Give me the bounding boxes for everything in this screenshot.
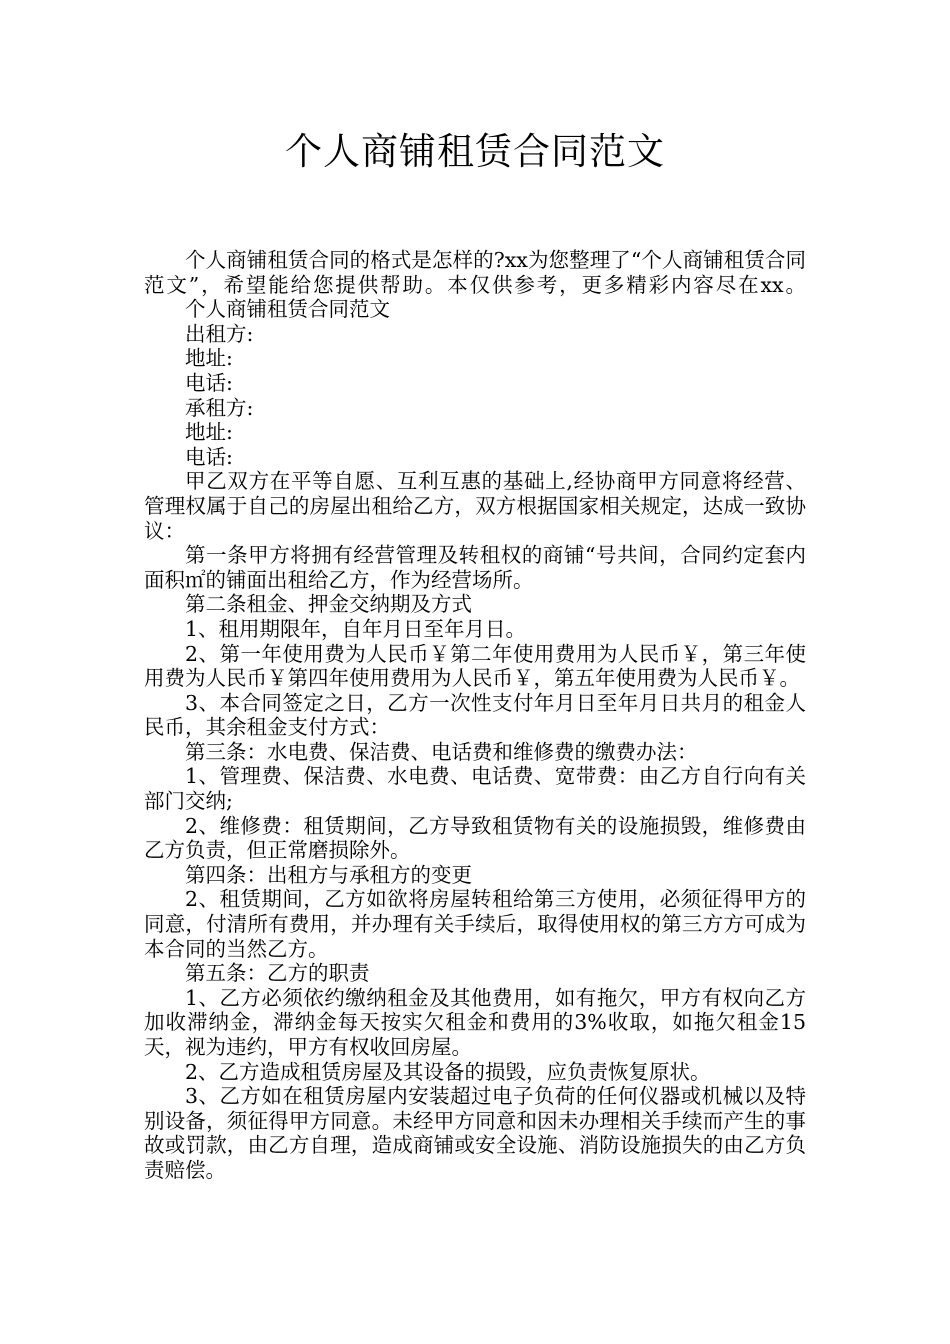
paragraph-lessee-phone: 电话: bbox=[185, 444, 233, 469]
paragraph-article-4-heading: 第四条：出租方与承租方的变更 bbox=[185, 862, 472, 887]
paragraph-article-4-item-2: 2、租赁期间，乙方如欲将房屋转租给第三方使用，必须征得甲方的同意，付清所有费用，并办理有关手续后，取得使用权的第三方方可成为本合同的当然乙方。 bbox=[144, 887, 806, 961]
paragraph-article-2-item-3: 3、本合同签定之日，乙方一次性支付年月日至年月日共月的租金人民币，其余租金支付方式： bbox=[144, 690, 806, 740]
paragraph-lessor-address: 地址: bbox=[185, 346, 233, 371]
paragraph-lessee-address: 地址: bbox=[185, 420, 233, 445]
paragraph-article-5-item-2: 2、乙方造成租赁房屋及其设备的损毁，应负责恢复原状。 bbox=[185, 1059, 711, 1084]
document-title: 个人商铺租赁合同范文 bbox=[285, 130, 665, 173]
intro-tail-text: 个人商铺租赁合同范文 bbox=[185, 297, 390, 322]
paragraph-article-3-item-2: 2、维修费：租赁期间，乙方导致租赁物有关的设施损毁，维修费由乙方负责，但正常磨损除外。 bbox=[144, 813, 806, 863]
document-body bbox=[144, 248, 806, 1183]
paragraph-lessor: 出租方: bbox=[185, 321, 254, 346]
paragraph-lessor-phone: 电话: bbox=[185, 370, 233, 395]
intro-text: 个人商铺租赁合同的格式是怎样的?xx为您整理了“个人商铺租赁合同范文”，希望能给您提供帮助。本仅供参考，更多精彩内容尽在xx。 bbox=[144, 248, 806, 297]
paragraph-article-3-heading: 第三条：水电费、保洁费、电话费和维修费的缴费办法： bbox=[185, 739, 698, 764]
paragraph-lessee: 承租方: bbox=[185, 395, 254, 420]
paragraph-article-2-item-2: 2、第一年使用费为人民币￥第二年使用费用为人民币￥，第三年使用费为人民币￥第四年使用费用为人民币￥，第五年使用费为人民币￥。 bbox=[144, 641, 806, 691]
paragraph-article-2-heading: 第二条租金、押金交纳期及方式 bbox=[185, 592, 472, 617]
paragraph-article-2-item-1: 1、租用期限年，自年月日至年月日。 bbox=[185, 616, 527, 641]
paragraph-article-5-item-3: 3、乙方如在租赁房屋内安装超过电子负荷的任何仪器或机械以及特别设备，须征得甲方同意。未经甲方同意和因未办理相关手续而产生的事故或罚款，由乙方自理，造成商铺或安全设施、消防设施损失的由乙方负责赔偿。 bbox=[144, 1084, 806, 1182]
intro-paragraph bbox=[144, 248, 806, 322]
paragraph-article-3-item-1: 1、管理费、保洁费、水电费、电话费、宽带费：由乙方自行向有关部门交纳; bbox=[144, 764, 806, 814]
paragraph-agreement: 甲乙双方在平等自愿、互利互惠的基础上,经协商甲方同意将经营、管理权属于自己的房屋出租给乙方，双方根据国家相关规定，达成一致协议： bbox=[144, 469, 806, 543]
paragraph-article-1: 第一条甲方将拥有经营管理及转租权的商铺“号共间，合同约定套内面积㎡的铺面出租给乙方，作为经营场所。 bbox=[144, 543, 806, 592]
paragraph-article-5-heading: 第五条：乙方的职责 bbox=[185, 961, 370, 986]
paragraph-article-5-item-1: 1、乙方必须依约缴纳租金及其他费用，如有拖欠，甲方有权向乙方加收滞纳金，滞纳金每天按实欠租金和费用的3%收取，如拖欠租金15天，视为违约，甲方有权收回房屋。 bbox=[144, 985, 806, 1059]
